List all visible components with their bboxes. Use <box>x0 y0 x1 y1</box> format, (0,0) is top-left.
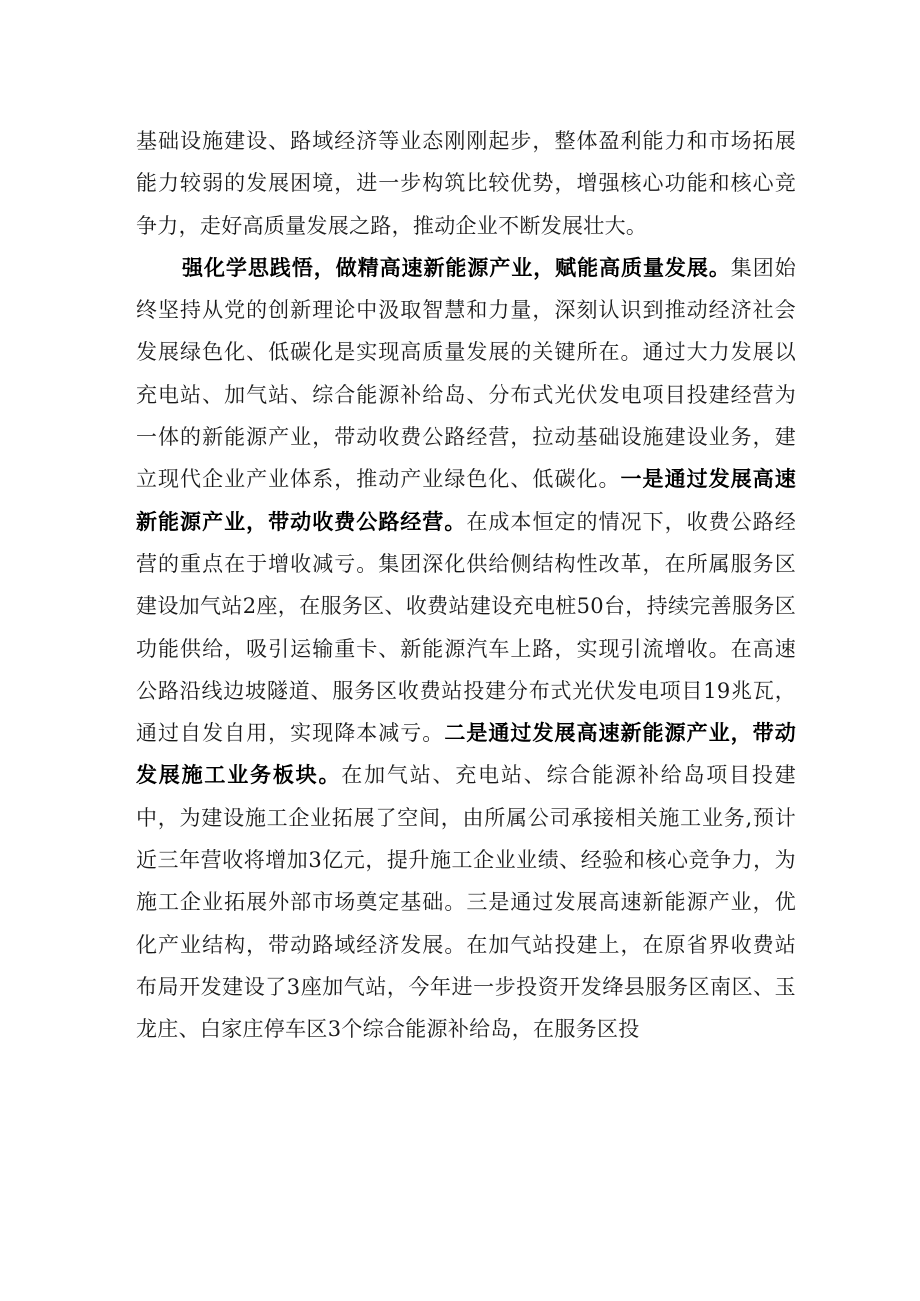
section-heading: 强化学思践悟，做精高速新能源产业，赋能高质量发展。 <box>182 254 731 280</box>
point-heading-two: 二是通过发展高速新能源产业，带动发展施工业务板块。 <box>136 720 796 788</box>
paragraph-new-energy <box>136 247 796 1051</box>
paragraph-continuation <box>136 120 796 247</box>
paragraph-text: 在成本恒定的情况下，收费公路经营的重点在于增收减亏。集团深化供给侧结构性改革，在所属服务区建设加气站2座，在服务区、收费站建设充电桩50台，持续完善服务区功能供给，吸引运输重卡、新能源汽车上路，实现引流增收。在高速公路沿线边坡隧道、服务区收费站投建分布式光伏发电项目19兆瓦，通过自发自用，实现降本减亏。 <box>136 509 797 746</box>
paragraph-text: 集团始终坚持从党的创新理论中汲取智慧和力量，深刻认识到推动经济社会发展绿色化、低碳化是实现高质量发展的关键所在。通过大力发展以充电站、加气站、综合能源补给岛、分布式光伏发电项目投建经营为一体的新能源产业，带动收费公路经营，拉动基础设施建设业务，建立现代企业产业体系，推动产业绿色化、低碳化。 <box>136 255 797 492</box>
paragraph-text: 基础设施建设、路域经济等业态刚刚起步，整体盈利能力和市场拓展能力较弱的发展困境，进一步构筑比较优势，增强核心功能和核心竞争力，走好高质量发展之路，推动企业不断发展壮大。 <box>136 129 796 238</box>
point-heading-one: 一是通过发展高速新能源产业，带动收费公路经营。 <box>136 466 796 534</box>
paragraph-text: 在加气站、充电站、综合能源补给岛项目投建中，为建设施工企业拓展了空间，由所属公司承接相关施工业务,预计近三年营收将增加3亿元，提升施工企业业绩、经验和核心竞争力，为施工企业拓展外部市场奠定基础。三是通过发展高速新能源产业，优化产业结构，带动路域经济发展。在加气站投建上，在原省界收费站布局开发建设了3座加气站，今年进一步投资开发绛县服务区南区、玉龙庄、白家庄停车区3个综合能源补给岛，在服务区投 <box>136 763 796 1042</box>
document-body <box>136 120 796 1051</box>
